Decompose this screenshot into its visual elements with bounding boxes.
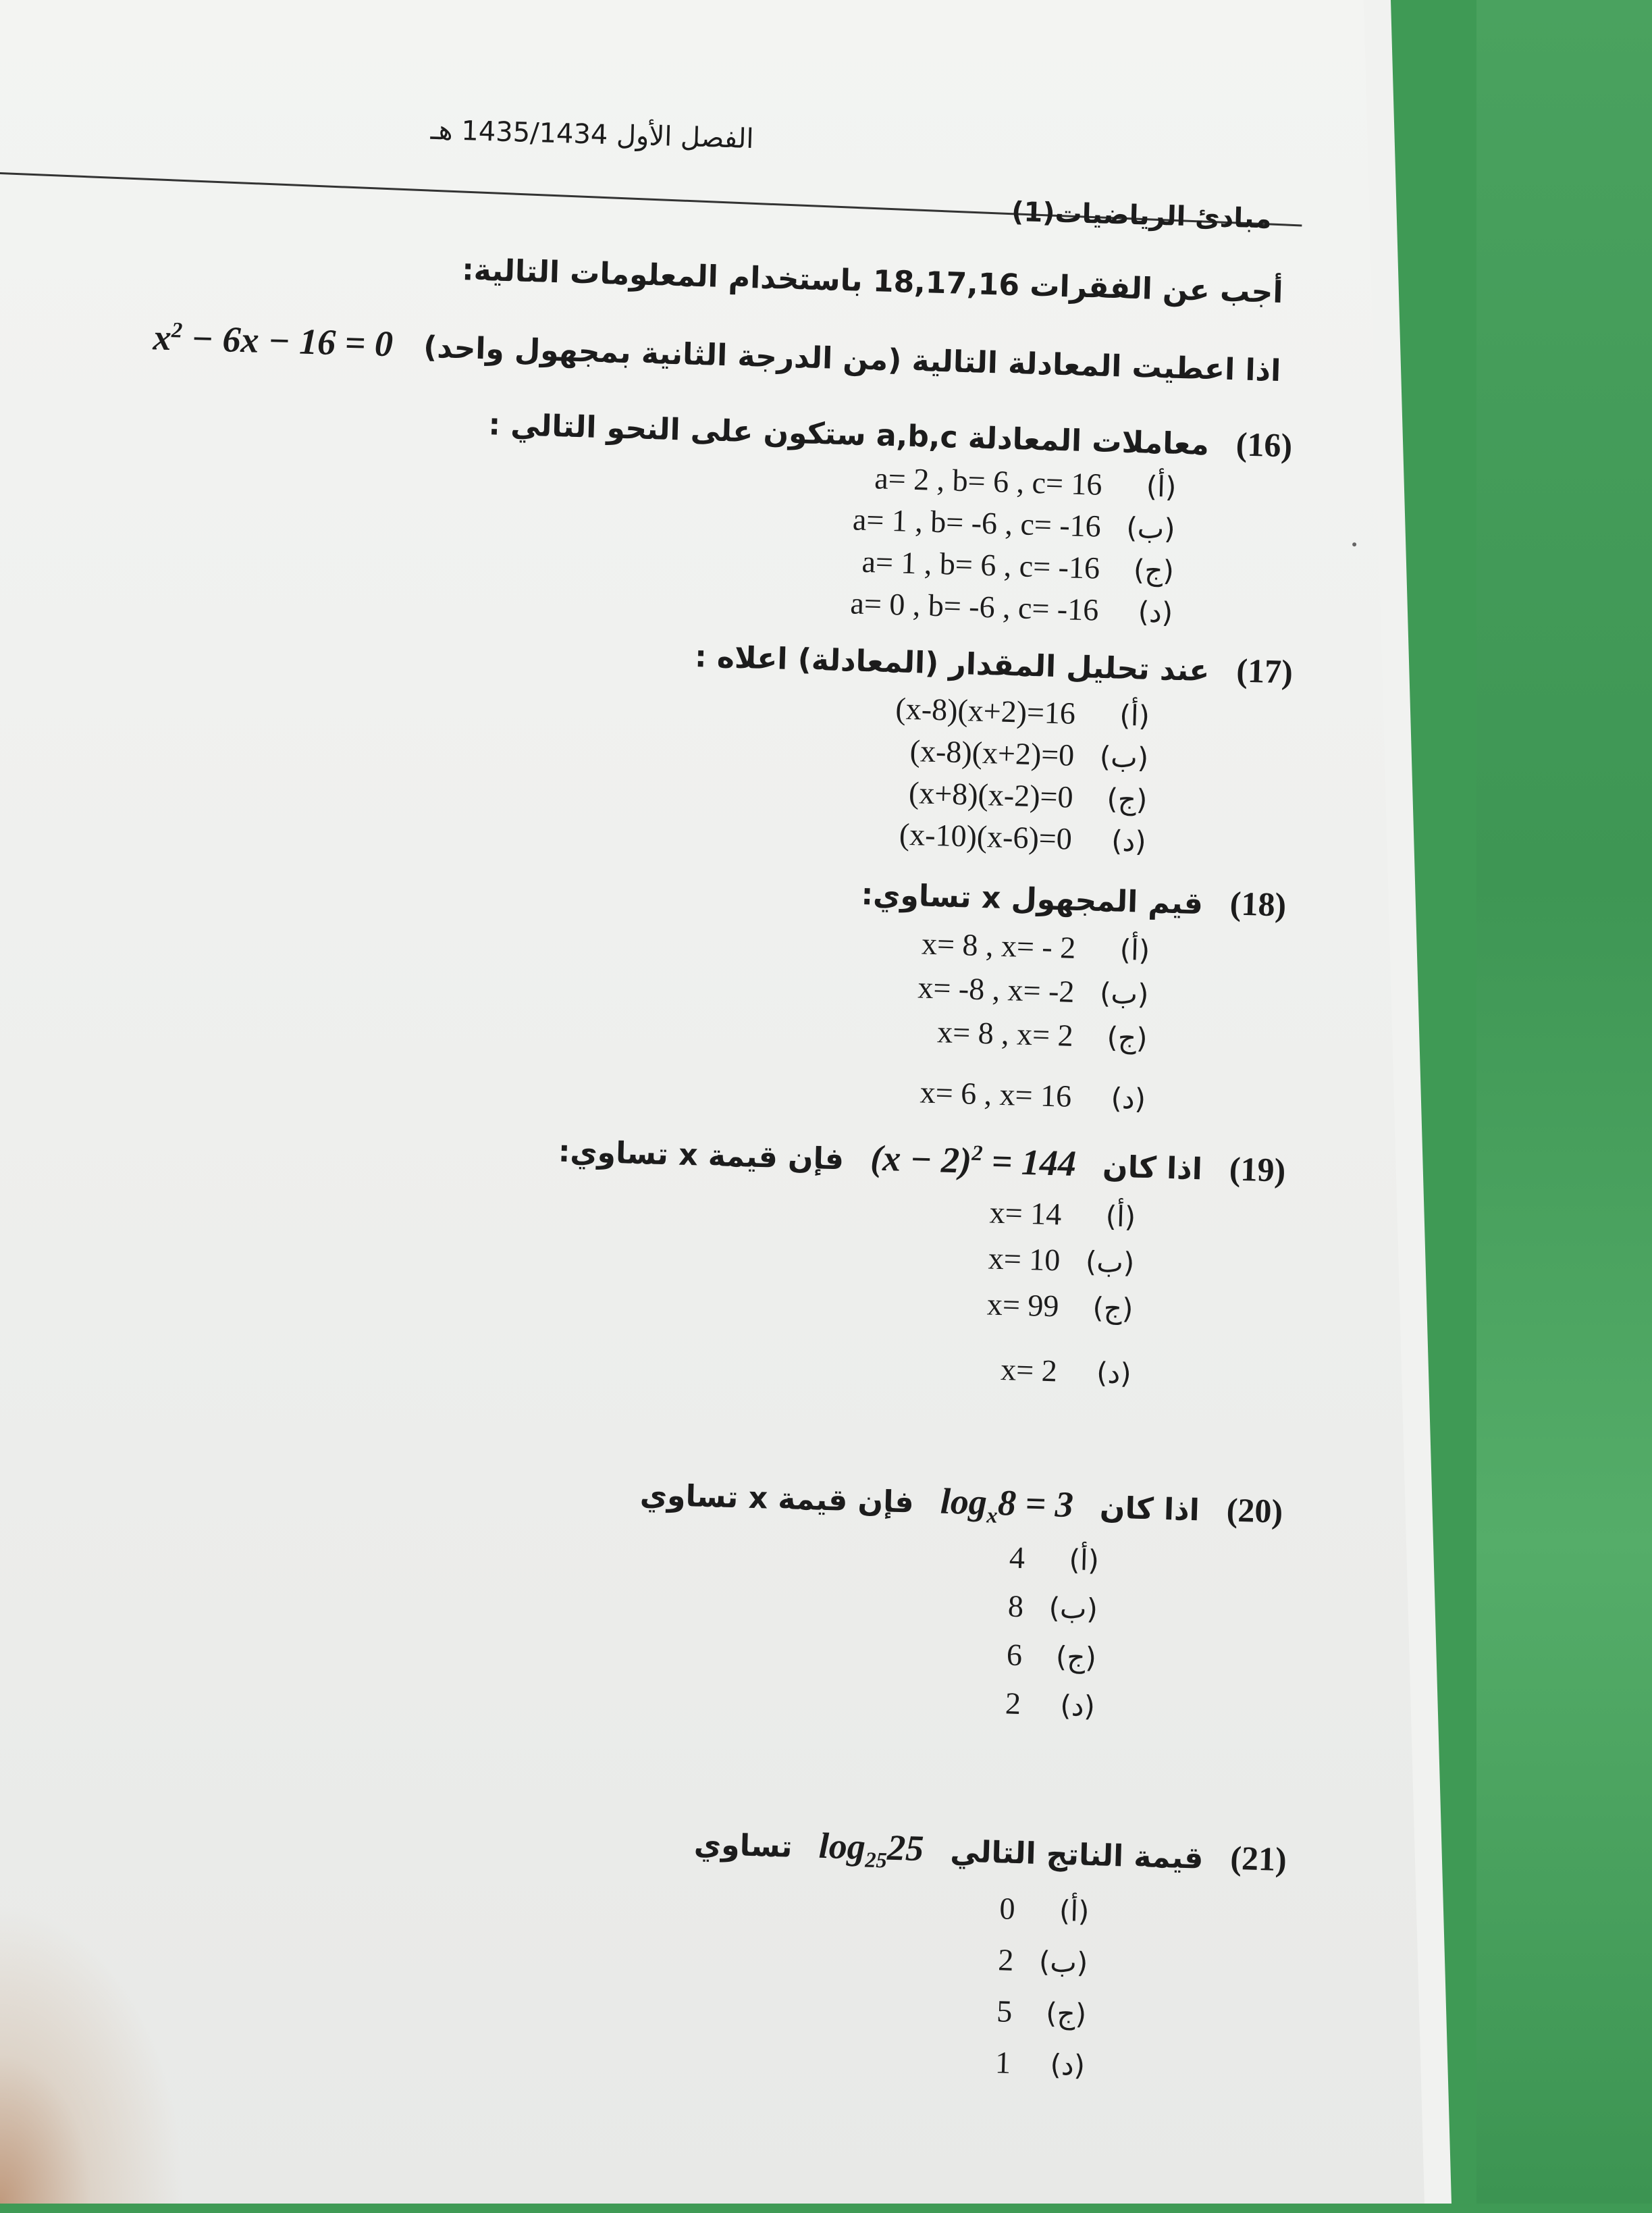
option-value: x= 8 , x= - 2 — [921, 926, 1076, 965]
option-19a[interactable] — [989, 1195, 1136, 1234]
question-text-after: فإن قيمة x تساوي — [639, 1478, 915, 1520]
question-number: (21) — [1229, 1838, 1287, 1879]
option-21a[interactable] — [999, 1890, 1090, 1929]
option-16a[interactable] — [874, 460, 1177, 504]
equation-intro — [153, 316, 1281, 390]
question-text-after: فإن قيمة x تساوي: — [558, 1134, 845, 1177]
option-value: x= 8 , x= 2 — [936, 1014, 1074, 1053]
option-value: x= 6 , x= 16 — [920, 1074, 1072, 1114]
semester-label: الفصل الأول 1435/1434 هـ — [430, 114, 755, 155]
option-value: x= 2 — [1000, 1352, 1058, 1388]
question-text: معاملات المعادلة a,b,c ستكون على النحو التالي : — [487, 407, 1210, 463]
option-16d[interactable] — [850, 585, 1173, 629]
option-label: (د) — [1110, 1081, 1146, 1116]
option-label: (أ) — [1059, 1894, 1090, 1929]
option-17d[interactable] — [899, 816, 1146, 859]
option-value: a= 2 , b= 6 , c= 16 — [874, 461, 1103, 502]
option-value: (x-8)(x+2)=0 — [909, 733, 1075, 773]
instruction-text: أجب عن الفقرات 18,17,16 باستخدام المعلومات التالية: — [461, 253, 1284, 311]
question-17 — [694, 635, 1293, 692]
option-label: (ج) — [1055, 1640, 1097, 1675]
question-number: (16) — [1235, 425, 1293, 465]
option-20d[interactable] — [1005, 1685, 1095, 1723]
question-18 — [861, 873, 1287, 925]
equation-math: $x^2 - 6x - 16 = 0$ — [152, 317, 394, 365]
option-value: x= 14 — [989, 1195, 1062, 1232]
option-label: (أ) — [1119, 698, 1150, 733]
question-number: (19) — [1229, 1149, 1286, 1189]
option-label: (ب) — [1099, 739, 1149, 775]
question-number: (18) — [1229, 884, 1287, 924]
option-value: 2 — [1005, 1686, 1021, 1721]
question-math: $\log_x8 = 3$ — [940, 1480, 1074, 1528]
option-value: a= 0 , b= -6 , c= -16 — [849, 585, 1099, 627]
option-19b[interactable] — [988, 1240, 1135, 1280]
option-value: 2 — [997, 1942, 1015, 1977]
option-17a[interactable] — [895, 690, 1150, 733]
option-label: (ب) — [1099, 976, 1150, 1011]
option-value: 8 — [1007, 1588, 1024, 1624]
question-20 — [639, 1472, 1283, 1536]
option-value: x= 10 — [988, 1241, 1061, 1278]
question-text-before: اذا كان — [1102, 1149, 1203, 1187]
option-label: (ج) — [1045, 1996, 1087, 2031]
paper-speck — [1352, 542, 1356, 546]
option-value: 0 — [998, 1891, 1016, 1926]
equation-text: اذا اعطيت المعادلة التالية (من الدرجة الثانية بمجهول واحد) — [423, 330, 1281, 389]
option-value: 4 — [1009, 1540, 1025, 1576]
option-value: (x-8)(x+2)=16 — [895, 691, 1076, 731]
option-label: (ج) — [1092, 1291, 1134, 1326]
option-label: (د) — [1096, 1356, 1132, 1390]
option-label: (ب) — [1038, 1944, 1089, 1979]
option-label: (أ) — [1119, 933, 1150, 967]
course-title: مبادئ الرياضيات(1) — [1011, 196, 1273, 235]
option-value: a= 1 , b= 6 , c= -16 — [861, 544, 1100, 585]
option-17c[interactable] — [908, 775, 1148, 817]
option-label: (ج) — [1133, 553, 1175, 588]
question-text-before: اذا كان — [1099, 1490, 1200, 1528]
option-18d[interactable] — [920, 1074, 1146, 1116]
question-number: (17) — [1235, 651, 1294, 691]
option-value: a= 1 , b= -6 , c= -16 — [852, 502, 1102, 544]
option-label: (أ) — [1068, 1542, 1100, 1578]
option-label: (ج) — [1107, 1020, 1148, 1055]
option-label: (ب) — [1085, 1245, 1135, 1280]
option-18b[interactable] — [917, 969, 1149, 1012]
option-label: (أ) — [1105, 1199, 1136, 1234]
question-number: (20) — [1226, 1490, 1283, 1530]
question-text-after: تساوي — [693, 1827, 793, 1865]
question-16 — [488, 403, 1293, 465]
option-21b[interactable] — [998, 1942, 1088, 1980]
option-16b[interactable] — [852, 501, 1175, 546]
option-21c[interactable] — [996, 1993, 1087, 2031]
question-text: قيم المجهول x تساوي: — [860, 877, 1204, 922]
option-17b[interactable] — [909, 733, 1149, 775]
option-16c[interactable] — [861, 544, 1175, 588]
option-label: (د) — [1111, 824, 1147, 858]
option-20c[interactable] — [1006, 1636, 1096, 1675]
option-value: 5 — [996, 1994, 1013, 2029]
option-value: x= 99 — [986, 1286, 1060, 1324]
option-19d[interactable] — [1001, 1351, 1132, 1390]
option-value: 1 — [994, 2045, 1011, 2080]
option-18c[interactable] — [937, 1014, 1148, 1056]
option-value: (x-10)(x-6)=0 — [899, 816, 1073, 856]
option-19c[interactable] — [986, 1286, 1134, 1326]
question-19 — [558, 1128, 1286, 1191]
question-21 — [693, 1821, 1287, 1885]
option-20a[interactable] — [1009, 1540, 1099, 1578]
option-value: (x+8)(x-2)=0 — [908, 775, 1074, 814]
option-value: x= -8 , x= -2 — [917, 970, 1075, 1009]
option-value: 6 — [1006, 1637, 1023, 1673]
option-label: (د) — [1138, 595, 1173, 629]
question-math: $\log_{25}25$ — [818, 1825, 925, 1873]
option-label: (أ) — [1146, 469, 1177, 504]
question-text: عند تحليل المقدار (المعادلة) اعلاه : — [694, 639, 1210, 689]
question-text-before: قيمة الناتج التالي — [949, 1834, 1204, 1876]
option-label: (ب) — [1048, 1591, 1098, 1626]
option-18a[interactable] — [921, 926, 1150, 968]
option-20b[interactable] — [1007, 1588, 1098, 1626]
option-21d[interactable] — [994, 2044, 1085, 2083]
question-math: $(x - 2)^2 = 144$ — [870, 1137, 1077, 1184]
option-label: (د) — [1049, 2048, 1086, 2082]
option-label: (ج) — [1106, 782, 1148, 816]
option-label: (د) — [1059, 1688, 1096, 1723]
option-label: (ب) — [1125, 511, 1176, 546]
